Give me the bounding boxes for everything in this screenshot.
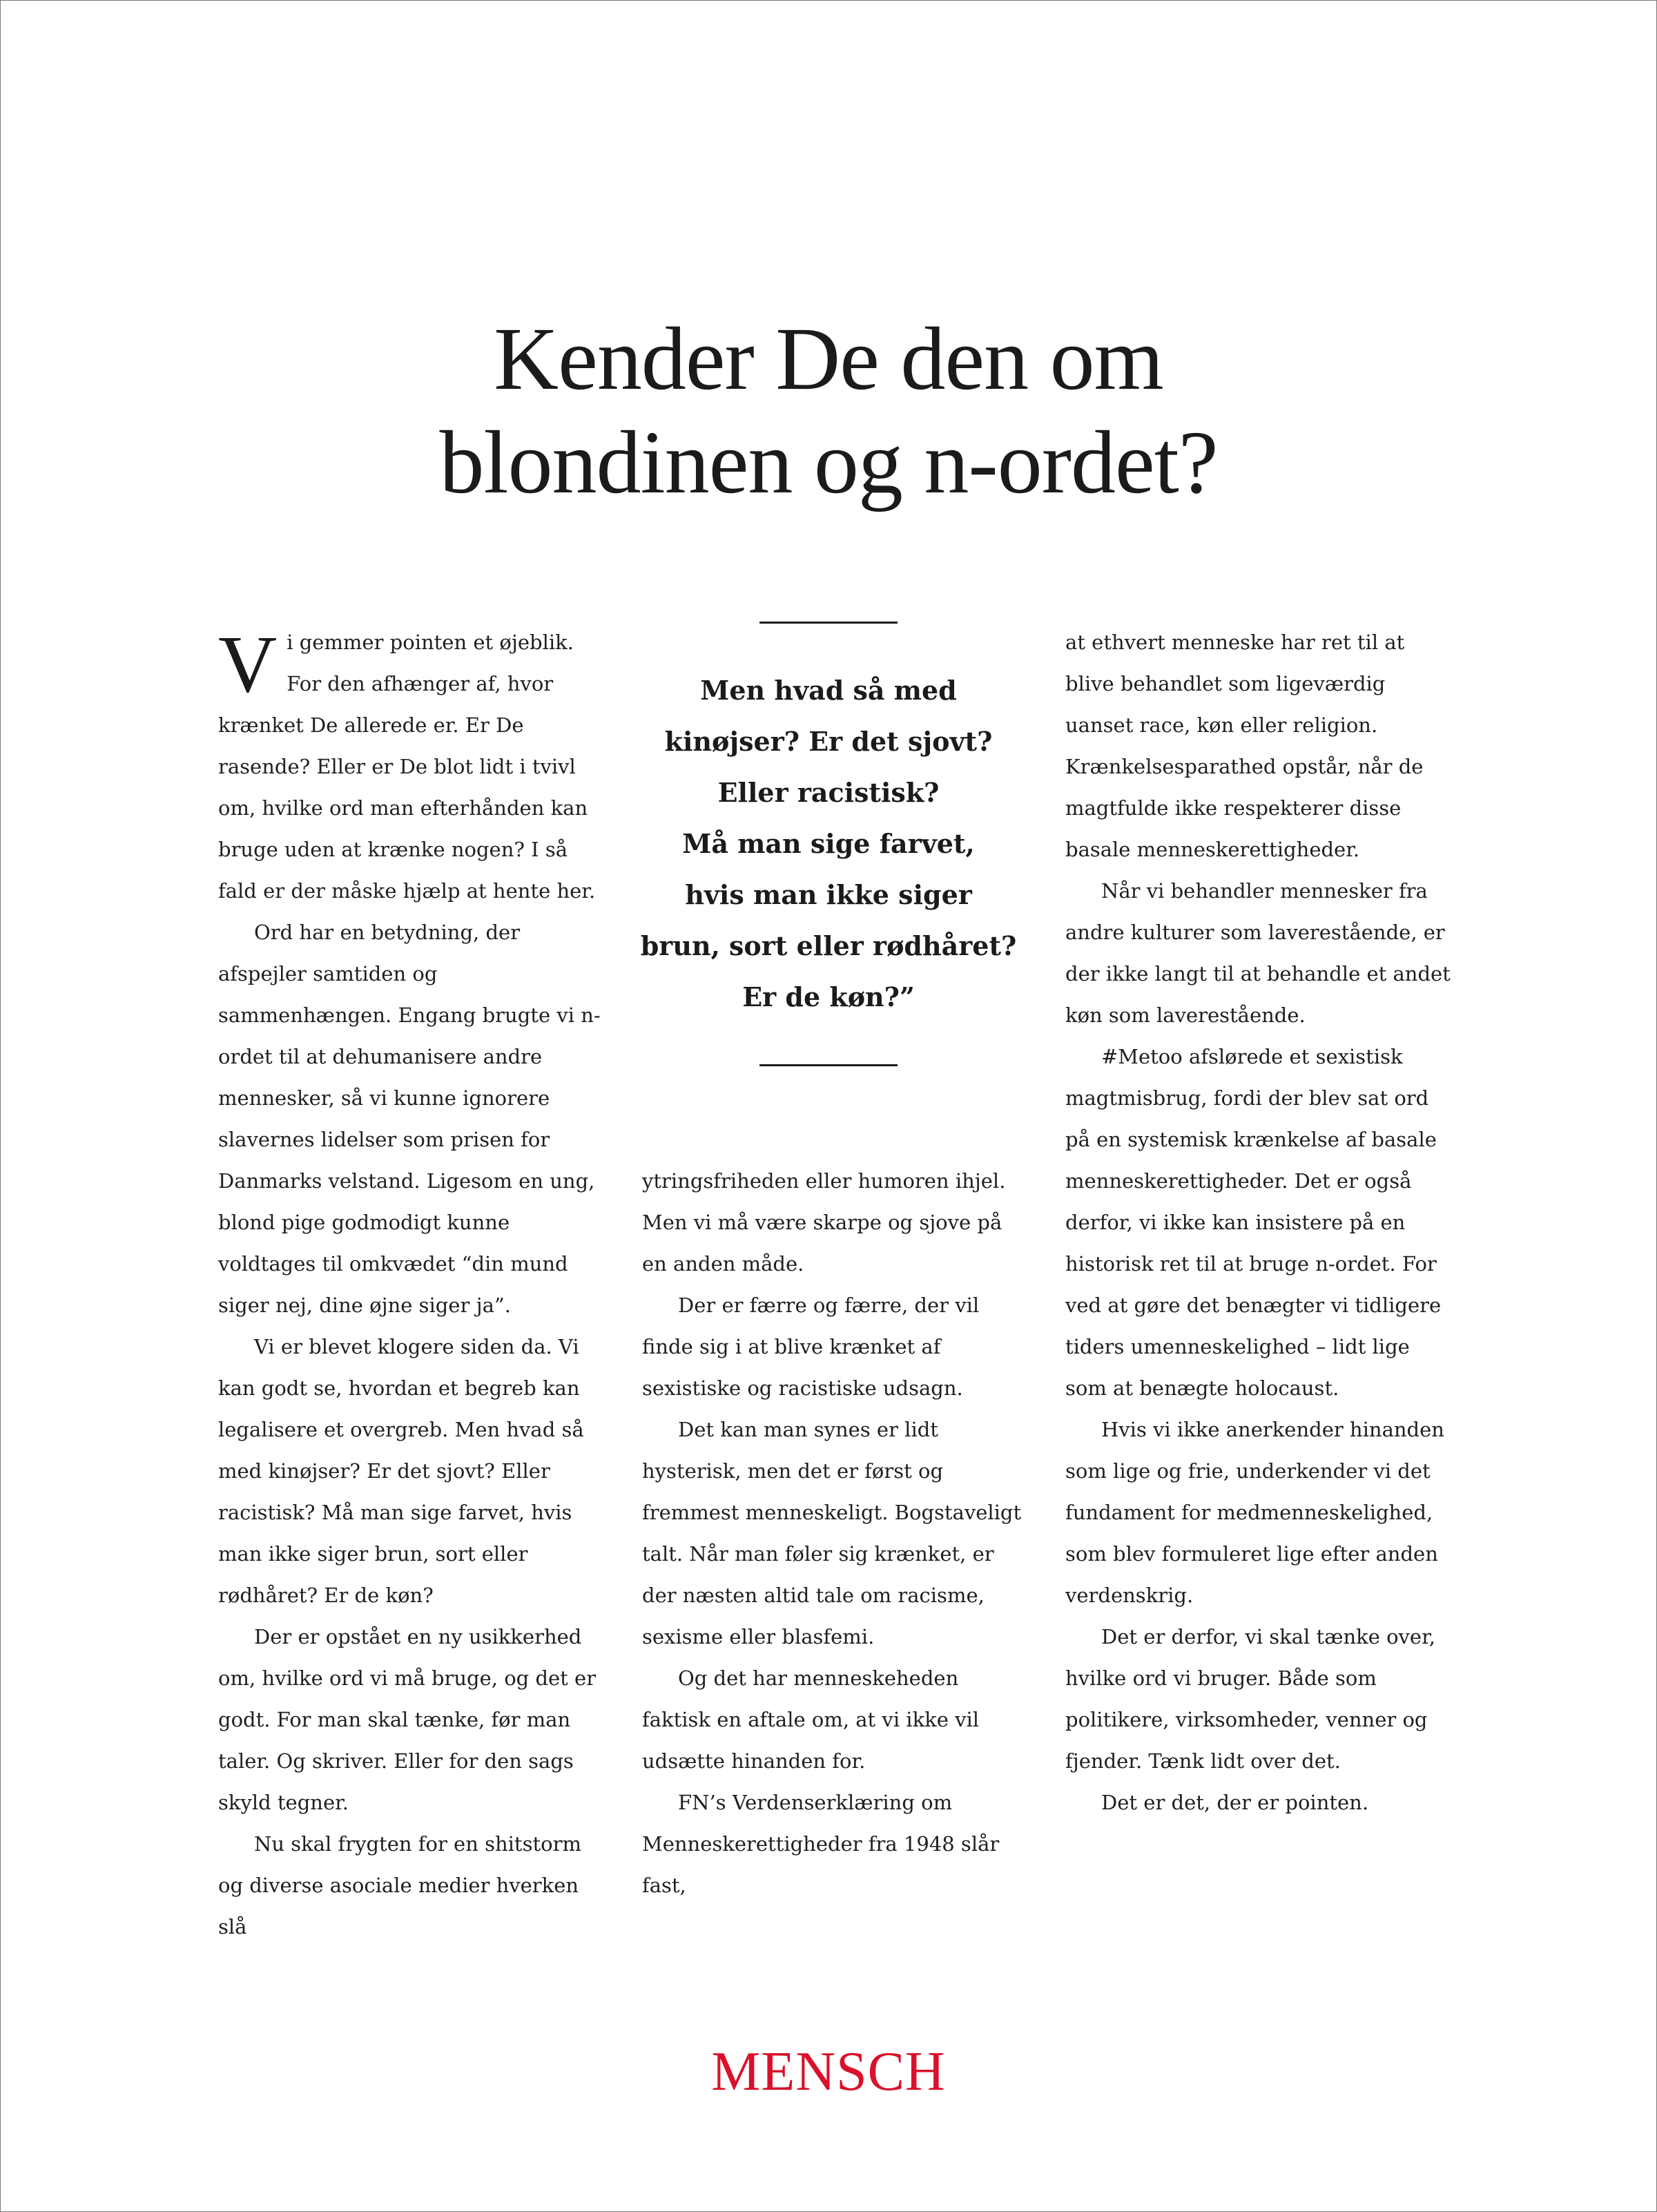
paragraph: Og det har menneskeheden faktisk en aftale om, at vi ikke vil udsætte hinanden for.	[642, 1666, 980, 1773]
paragraph: Vi er blevet klogere siden da. Vi kan godt se, hvordan et begreb kan legalisere et overgreb. Men hvad så med kinøjser? Er det sjovt? Eller racistisk? Må man sige farvet, hvis man ikke siger brun, sort eller rødhåret? Er de køn?	[218, 1335, 584, 1607]
pull-quote-line: Men hvad så med	[700, 675, 957, 706]
paragraph: Hvis vi ikke anerkender hinanden som lige og frie, underkender vi det fundament for medmenneskelighed, som blev formuleret lige efter anden verdenskrig.	[1065, 1418, 1444, 1607]
pull-quote-line: Må man sige farvet,	[682, 828, 975, 859]
headline-line-1: Kender De den om	[494, 309, 1163, 409]
article-column-left	[218, 619, 605, 1947]
paragraph-text: i gemmer pointen et øjeblik. For den afhænger af, hvor krænket De allerede er. Er De rasende? Eller er De blot lidt i tvivl om, hvilke ord man efterhånden kan bruge uden at krænke nogen? I så fald er der måske hjælp at hente her.	[218, 631, 596, 903]
paragraph: Det er derfor, vi skal tænke over, hvilke ord vi bruger. Både som politikere, virksomheder, venner og fjender. Tænk lidt over det.	[1065, 1625, 1435, 1773]
paragraph: at ethvert menneske har ret til at blive behandlet som ligeværdig uanset race, køn eller religion. Krænkelsesparathed opstår, når de magtfulde ikke respekterer disse basale menneskerettigheder.	[1065, 631, 1424, 861]
paragraph: Når vi behandler mennesker fra andre kulturer som laverestående, er der ikke langt til at behandle et andet køn som laverestående.	[1065, 879, 1451, 1027]
paragraph	[218, 619, 605, 912]
pull-quote-line: hvis man ikke siger	[685, 879, 972, 910]
headline-line-2: blondinen og n-ordet?	[439, 413, 1218, 512]
pull-quote-text	[635, 665, 1022, 1023]
pull-quote-line: kinøjser? Er det sjovt?	[664, 726, 993, 757]
paragraph: Det kan man synes er lidt hysterisk, men det er først og fremmest menneskeligt. Bogstaveligt talt. Når man føler sig krænket, er der næsten altid tale om racisme, sexisme eller blasfemi.	[642, 1418, 1022, 1648]
pull-quote	[635, 622, 1022, 1066]
pull-quote-line: brun, sort eller rødhåret?	[640, 930, 1017, 961]
pull-quote-line: Eller racistisk?	[717, 777, 940, 808]
paragraph: Nu skal frygten for en shitstorm og diverse asociale medier hverken slå	[218, 1832, 581, 1939]
paragraph: FN’s Verdenserklæring om Menneskerettigheder fra 1948 slår fast,	[642, 1791, 1000, 1897]
drop-cap: V	[218, 619, 278, 709]
pull-quote-rule-top	[759, 622, 898, 624]
pull-quote-line: Er de køn?”	[742, 981, 915, 1012]
mensch-logo: MENSCH	[711, 2041, 946, 2102]
paragraph: Ord har en betydning, der afspejler samtiden og sammenhængen. Engang brugte vi n-ordet til at dehumanisere andre mennesker, så vi kunne ignorere slavernes lidelser som prisen for Danmarks velstand. Ligesom en ung, blond pige godmodigt kunne voldtages til omkvædet “din mund siger nej, dine øjne siger ja”.	[218, 921, 601, 1317]
article-column-right	[1065, 622, 1452, 1823]
paragraph: Der er opstået en ny usikkerhed om, hvilke ord vi må bruge, og det er godt. For man skal tænke, før man taler. Og skriver. Eller for den sags skyld tegner.	[218, 1625, 597, 1814]
pull-quote-rule-bottom	[759, 1064, 898, 1066]
headline	[0, 307, 1657, 514]
paragraph: Der er færre og færre, der vil finde sig i at blive krænket af sexistiske og racistiske udsagn.	[642, 1293, 980, 1400]
paragraph: Det er det, der er pointen.	[1101, 1791, 1369, 1814]
paragraph: #Metoo afslørede et sexistisk magtmisbrug, fordi der blev sat ord på en systemisk krænkelse af basale menneskerettigheder. Det er også derfor, vi ikke kan insistere på en historisk ret til at bruge n-ordet. For ved at gøre det benægter vi tidligere tiders umenneskelighed – lidt lige som at benægte holocaust.	[1065, 1045, 1442, 1400]
paragraph: ytringsfriheden eller humoren ihjel. Men vi må være skarpe og sjove på en anden måde.	[642, 1169, 1006, 1276]
article-column-middle	[642, 1160, 1029, 1906]
